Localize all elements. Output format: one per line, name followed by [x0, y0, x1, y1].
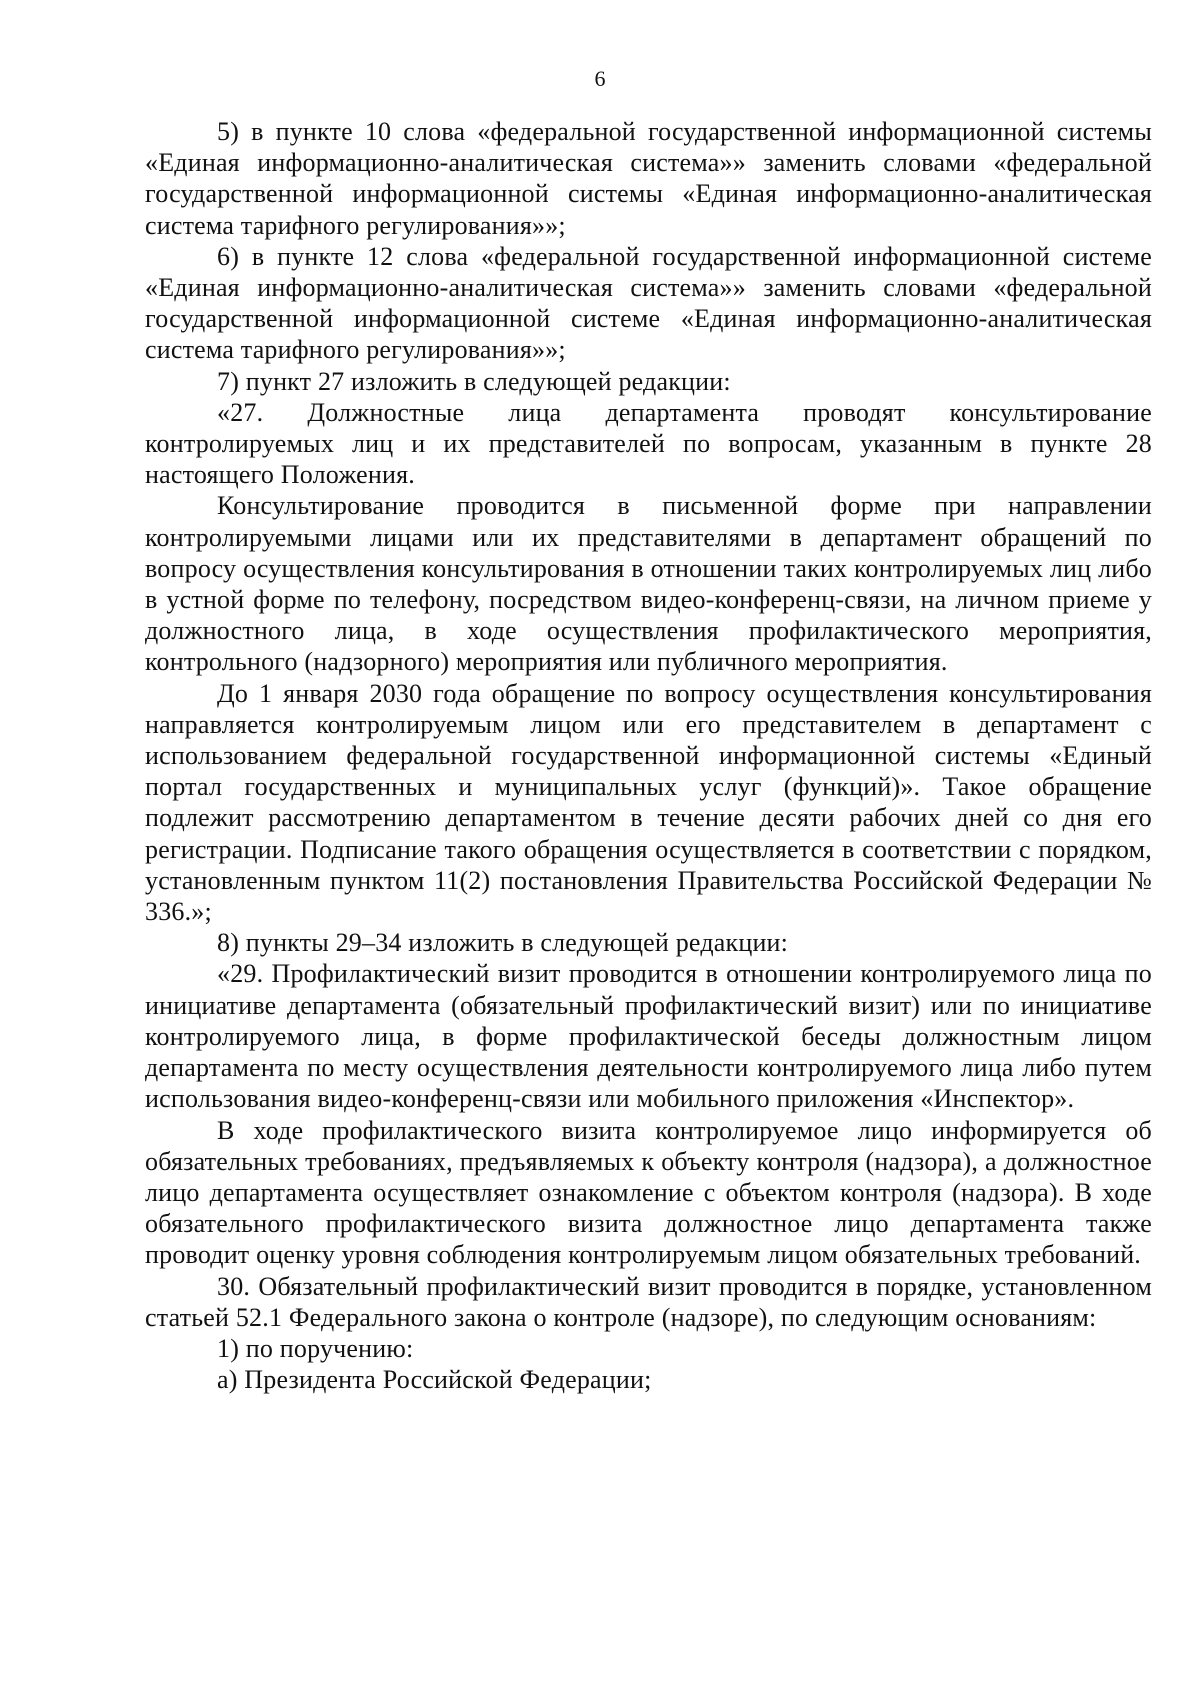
- paragraph-item-8: 8) пункты 29–34 изложить в следующей редакции:: [217, 928, 789, 958]
- paragraph-subitem-1: 1) по поручению:: [217, 1333, 414, 1363]
- paragraph-consulting-2030: До 1 января 2030 года обращение по вопросу осуществления консультирования направляется контролируемым лицом или его представителем в департамент с использованием федеральной государственной информационной системы «Единый портал государственных и муниципальных услуг (функций)». Такое обращение подлежит рассмотрению департаментом в течение десяти рабочих дней со дня его регистрации. Подписание такого обращения осуществляется в соответствии с порядком, установленным пунктом 11(2) постановления Правительства Российской Федерации № 336.»;: [145, 678, 1152, 927]
- paragraph-item-5: 5) в пункте 10 слова «федеральной государственной информационной системы «Единая информационно-аналитическая система»» заменить словами «федеральной государственной информационной системы «Единая информационно-аналитическая система тарифного регулирования»»;: [145, 117, 1152, 240]
- paragraph-clause-27: «27. Должностные лица департамента проводят консультирование контролируемых лиц и их представителей по вопросам, указанным в пункте 28 настоящего Положения.: [145, 397, 1152, 490]
- page-number: 6: [594, 66, 606, 91]
- paragraph-visit-details: В ходе профилактического визита контролируемое лицо информируется об обязательных требованиях, предъявляемых к объекту контроля (надзора), а должностное лицо департамента осуществляет ознакомление с объектом контроля (надзора). В ходе обязательного профилактического визита должностное лицо департамента также проводит оценку уровня соблюдения контролируемым лицом обязательных требований.: [145, 1115, 1152, 1270]
- paragraph-clause-29: «29. Профилактический визит проводится в отношении контролируемого лица по инициативе департамента (обязательный профилактический визит) или по инициативе контролируемого лица, в форме профилактической беседы должностным лицом департамента по месту осуществления деятельности контролируемого лица либо путем использования видео-конференц-связи или мобильного приложения «Инспектор».: [145, 959, 1152, 1114]
- document-body: [145, 116, 1152, 1395]
- paragraph-item-6: 6) в пункте 12 слова «федеральной государственной информационной системе «Единая информационно-аналитическая система»» заменить словами «федеральной государственной информационной системе «Единая информационно-аналитическая система тарифного регулирования»»;: [145, 241, 1152, 365]
- paragraph-consulting-form: Консультирование проводится в письменной форме при направлении контролируемыми лицами или их представителями в департамент обращений по вопросу осуществления консультирования в отношении таких контролируемых лиц либо в устной форме по телефону, посредством видео-конференц-связи, на личном приеме у должностного лица, в ходе осуществления профилактического мероприятия, контрольного (надзорного) мероприятия или публичного мероприятия.: [145, 491, 1152, 677]
- paragraph-item-7: 7) пункт 27 изложить в следующей редакции:: [217, 366, 731, 396]
- paragraph-clause-30: 30. Обязательный профилактический визит проводится в порядке, установленном статьей 52.1 Федерального закона о контроле (надзоре), по следующим основаниям:: [145, 1271, 1152, 1332]
- paragraph-subitem-a: а) Президента Российской Федерации;: [217, 1365, 652, 1395]
